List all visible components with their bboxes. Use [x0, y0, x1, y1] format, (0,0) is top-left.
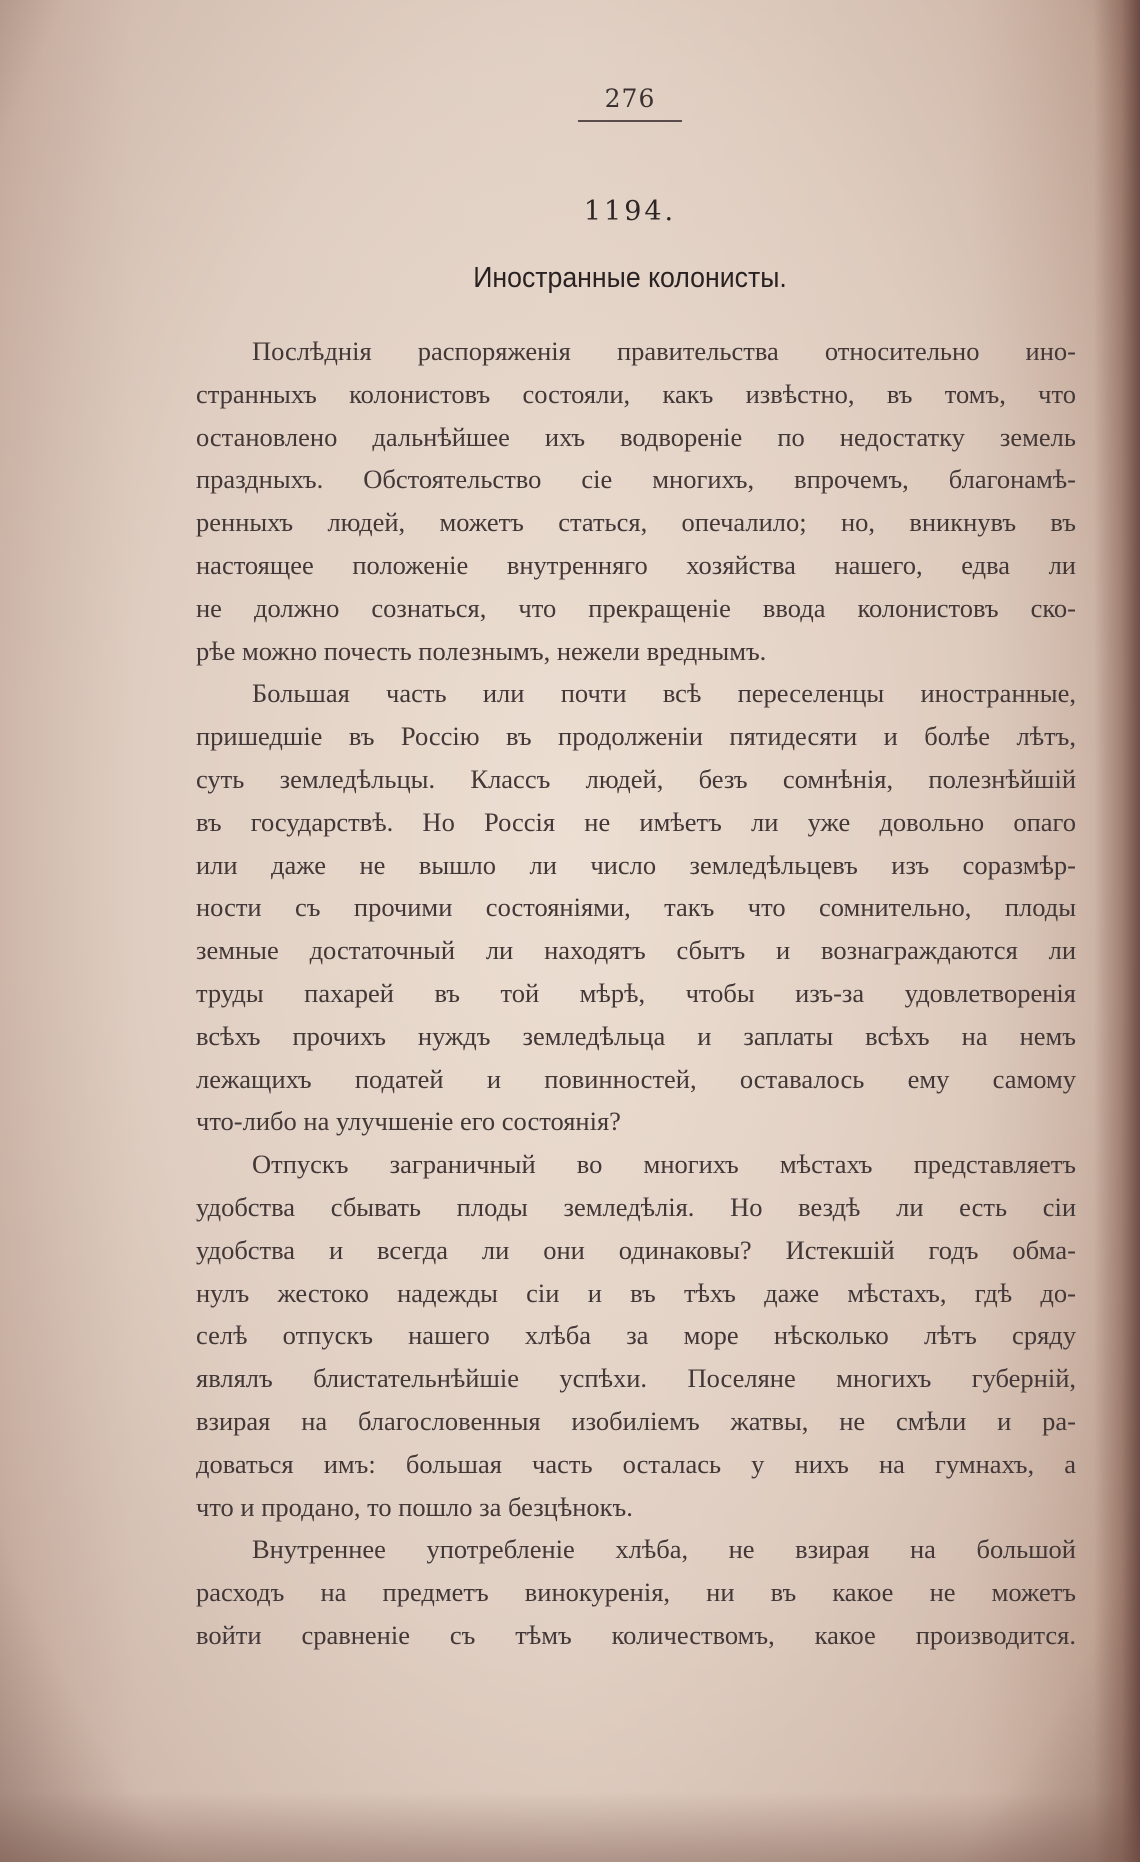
text-line: странныхъ колонистовъ состояли, какъ извѣстно, въ томъ, что [196, 378, 1076, 409]
text-line: удобства и всегда ли они одинаковы? Истекшій годъ обма- [196, 1234, 1076, 1265]
text-line: являлъ блистательнѣйшіе успѣхи. Поселяне многихъ губерній, [196, 1363, 1076, 1394]
text-line: взирая на благословенныя изобиліемъ жатвы, не смѣли и ра- [196, 1405, 1076, 1436]
text-line: ренныхъ людей, можетъ статься, опечалило; но, вникнувъ въ [196, 507, 1076, 538]
text-line: всѣхъ прочихъ нуждъ земледѣльца и заплаты всѣхъ на немъ [196, 1020, 1076, 1051]
page-edge-shadow [1094, 0, 1140, 1862]
text-line: или даже не вышло ли число земледѣльцевъ изъ соразмѣр- [196, 849, 1076, 880]
text-line: доваться имъ: большая часть осталась у нихъ на гумнахъ, а [196, 1448, 1076, 1479]
text-line: расходъ на предметъ винокуренія, ни въ какое не можетъ [196, 1577, 1076, 1608]
text-line: что и продано, то пошло за безцѣнокъ. [196, 1491, 633, 1522]
text-line: настоящее положеніе внутренняго хозяйства нашего, едва ли [196, 549, 1076, 580]
text-line: суть земледѣльцы. Классъ людей, безъ сомнѣнія, полезнѣйшій [196, 763, 1076, 794]
text-line: Большая часть или почти всѣ переселенцы иностранные, [252, 678, 1076, 709]
page-number-rule [578, 120, 682, 122]
text-line: пришедшіе въ Россію въ продолженіи пятидесяти и болѣе лѣтъ, [196, 721, 1076, 752]
text-line: Внутреннее употребленіе хлѣба, не взирая на большой [252, 1534, 1076, 1565]
text-line: удобства сбывать плоды земледѣлія. Но вездѣ ли есть сіи [196, 1191, 1076, 1222]
text-line: Послѣднія распоряженія правительства относительно ино- [252, 336, 1076, 366]
text-line: земные достаточный ли находятъ сбытъ и вознаграждаются ли [196, 935, 1076, 966]
page-bottom-shadow [0, 1792, 1140, 1862]
text-line: остановлено дальнѣйшее ихъ водвореніе по недостатку земель [196, 421, 1076, 452]
text-line: войти сравненіе съ тѣмъ количествомъ, какое производится. [196, 1619, 1076, 1650]
text-line: не должно сознаться, что прекращеніе ввода колонистовъ ско- [196, 592, 1076, 623]
document-title: Иностранные колонисты. [473, 262, 787, 294]
text-line: лежащихъ податей и повинностей, оставалось ему самому [196, 1063, 1076, 1094]
document-number: 1194. [583, 196, 677, 227]
page-number: 276 [604, 84, 656, 113]
text-line: праздныхъ. Обстоятельство сіе многихъ, впрочемъ, благонамѣ- [196, 464, 1076, 495]
text-line: нулъ жестоко надежды сіи и въ тѣхъ даже мѣстахъ, гдѣ до- [196, 1277, 1076, 1308]
text-line: ности съ прочими состояніями, такъ что сомнительно, плоды [196, 892, 1076, 923]
body-text [196, 330, 1076, 1657]
text-line: Отпускъ заграничный во многихъ мѣстахъ представляетъ [252, 1149, 1076, 1180]
text-line: что-либо на улучшеніе его состоянія? [196, 1106, 621, 1137]
text-line: труды пахарей въ той мѣрѣ, чтобы изъ-за удовлетворенія [196, 977, 1076, 1008]
text-line: селѣ отпускъ нашего хлѣба за море нѣсколько лѣтъ сряду [196, 1320, 1076, 1351]
text-line: въ государствѣ. Но Россія не имѣетъ ли уже довольно опаго [196, 806, 1076, 837]
text-line: рѣе можно почесть полезнымъ, нежели вреднымъ. [196, 635, 767, 666]
